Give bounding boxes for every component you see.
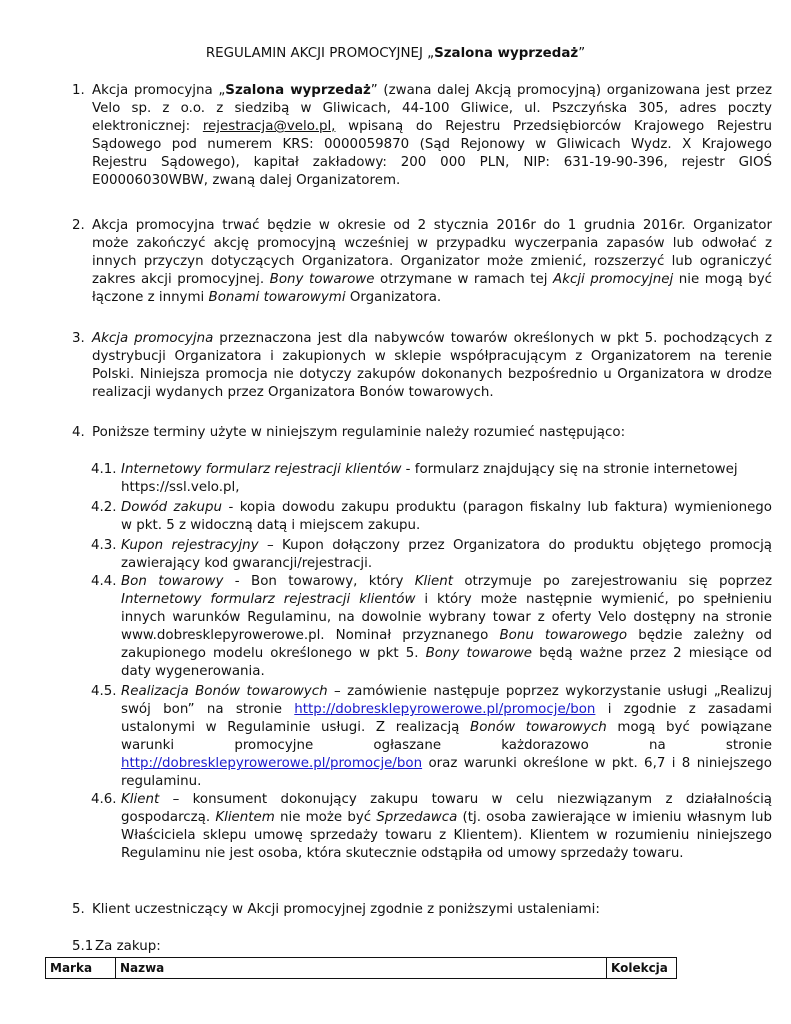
products-table (45, 957, 677, 979)
subsection-4-1 (91, 461, 772, 497)
subsection-4-5 (91, 683, 772, 791)
section-text: Poniższe terminy użyte w niniejszym regulaminie należy rozumieć następująco: (92, 425, 626, 440)
subsection-text: Dowód zakupu - kopia dowodu zakupu produktu (paragon fiskalny lub faktura) wymienionego w pkt. 5 z widoczną datą i miejscem zakupu. (121, 500, 772, 533)
subsection-4-3 (91, 537, 772, 573)
subsection-number: 4.2. (91, 500, 117, 515)
column-header-kolekcja: Kolekcja (607, 958, 677, 979)
column-header-nazwa: Nazwa (115, 958, 606, 979)
subsection-text: Za zakup: (95, 939, 161, 954)
promo-bon-link[interactable]: http://dobresklepyrowerowe.pl/promocje/bon (294, 702, 596, 717)
promo-bon-link-2[interactable]: http://dobresklepyrowerowe.pl/promocje/bon (121, 756, 423, 771)
subsection-number: 4.1. (91, 462, 117, 477)
section-text: Akcja promocyjna „Szalona wyprzedaż” (zwana dalej Akcją promocyjną) organizowana jest przez Velo sp. z o.o. z siedzibą w Gliwicach, 44-100 Gliwice, ul. Pszczyńska 305, adres poczty elektronicznej: rejestracja@velo.pl, wpisaną do Rejestru Przedsiębiorców Krajowego Rejestru Sądowego pod numerem KRS: 0000059870 (Sąd Rejonowy w Gliwicach Wydz. X Krajowego Rejestru Sądowego), kapitał zakładowy: 200 000 PLN, NIP: 631-19-90-396, rejestr GIOŚ E00006030WBW, zwaną dalej Organizatorem. (92, 83, 773, 188)
section-text: Akcja promocyjna przeznaczona jest dla nabywców towarów określonych w pkt 5. pochodzących z dystrybucji Organizatora i zakupionych w sklepie współpracującym z Organizatorem na terenie Polski. Niniejsza promocja nie dotyczy zakupów dokonanych bezpośrednio u Organizatora w drodze realizacji wydanych przez Organizatora Bonów towarowych. (92, 331, 772, 400)
subsection-4-6 (91, 791, 772, 863)
section-5 (72, 901, 772, 919)
section-text: Akcja promocyjna trwać będzie w okresie od 2 stycznia 2016r do 1 grudnia 2016r. Organizator może zakończyć akcję promocyjną wcześniej w przypadku wyczerpania zapasów lub odwołać z innych przyczyn dotyczących Organizatora. Organizator może zmienić, rozszerzyć lub ograniczyć zakres akcji promocyjnej. Bony towarowe otrzymane w ramach tej Akcji promocyjnej nie mogą być łączone z innymi Bonami towarowymi Organizatora. (92, 218, 772, 305)
subsection-text: Klient – konsument dokonujący zakupu towaru w celu niezwiązanym z działalnością gospodarczą. Klientem nie może być Sprzedawca (tj. osoba zawierające w imieniu własnym lub Właściciela sklepu umowę sprzedaży towaru z Klientem). Klientem w rozumieniu niniejszego Regulaminu nie jest osoba, która skutecznie odstąpiła od umowy sprzedaży towaru. (121, 792, 773, 861)
section-1 (72, 82, 772, 190)
subsection-5-1 (72, 938, 772, 956)
subsection-number: 4.4. (91, 574, 117, 589)
section-number: 1. (72, 83, 85, 98)
section-3 (72, 330, 772, 402)
column-header-marka: Marka (46, 958, 116, 979)
table-header-row (46, 958, 677, 979)
section-number: 4. (72, 425, 85, 440)
section-2 (72, 217, 772, 307)
subsection-4-2 (91, 499, 772, 535)
subsection-number: 4.3. (91, 538, 117, 553)
subsection-number: 4.6. (91, 792, 117, 807)
section-number: 3. (72, 331, 85, 346)
subsection-number: 4.5. (91, 684, 117, 699)
subsection-text: Kupon rejestracyjny – Kupon dołączony przez Organizatora do produktu objętego promocją zawierający kod gwarancji/rejestracji. (121, 538, 772, 571)
subsection-4-4 (91, 573, 772, 681)
section-number: 2. (72, 218, 85, 233)
document-title: REGULAMIN AKCJI PROMOCYJNEJ „Szalona wyprzedaż” (205, 46, 586, 61)
subsection-text: Bon towarowy - Bon towarowy, który Klient otrzymuje po zarejestrowaniu się poprzez Internetowy formularz rejestracji klientów i który może następnie wymienić, po spełnieniu innych warunków Regulaminu, na dowolnie wybrany towar z oferty Velo dostępny na stronie www.dobresklepyrowerowe.pl. Nominał przyznanego Bonu towarowego będzie zależny od zakupionego modelu określonego w pkt 5. Bony towarowe będą ważne przez 2 miesiące od daty wygenerowania. (121, 574, 773, 679)
subsection-number: 5.1 (72, 939, 94, 954)
subsection-text: Internetowy formularz rejestracji klientów - formularz znajdujący się na stronie internetowej https://ssl.velo.pl, (121, 462, 738, 495)
section-4 (72, 424, 772, 442)
subsection-text: Realizacja Bonów towarowych – zamówienie następuje poprzez wykorzystanie usługi „Realizuj swój bon” na stronie http://dobresklepyrowerowe.pl/promocje/bon i zgodnie z zasadami ustalonymi w Regulaminie usługi. Z realizacją Bonów towarowych mogą być powiązane warunki promocyjne ogłaszane każdorazowo na stronie http://dobresklepyrowerowe.pl/promocje/bon oraz warunki określone w pkt. 6,7 i 8 niniejszego regulaminu. (121, 684, 773, 789)
email-link[interactable]: rejestracja@velo.pl, (202, 119, 336, 134)
section-number: 5. (72, 902, 85, 917)
section-text: Klient uczestniczący w Akcji promocyjnej zgodnie z poniższymi ustaleniami: (92, 902, 600, 917)
